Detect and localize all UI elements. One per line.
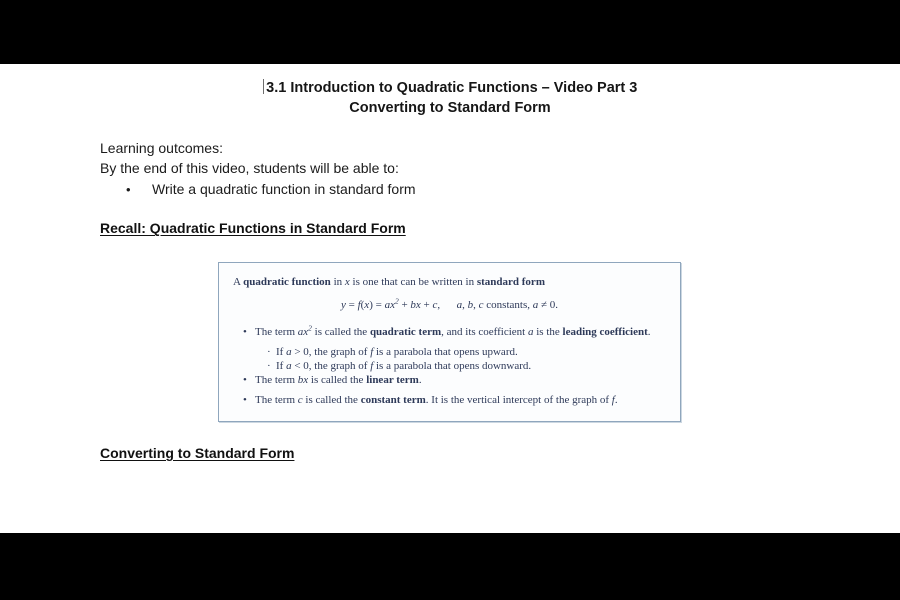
definition-bullet [233,325,666,341]
document-title [0,78,900,118]
outcomes-intro: By the end of this video, students will be able to: [100,160,399,176]
bullet-icon: • [243,325,247,338]
bullet-icon: • [126,182,131,197]
bullet-icon: • [243,394,247,407]
title-line-1-text: 3.1 Introduction to Quadratic Functions – Video Part 3 [266,80,638,96]
definition-sub-bullet-text: If a > 0, the graph of f is a parabola that opens upward. [276,345,518,358]
converting-heading: Converting to Standard Form [100,445,295,461]
definition-box [218,262,681,422]
definition-intro: A quadratic function in x is one that can be written in standard form [233,276,545,288]
definition-sub-bullet [267,359,666,373]
letterbox-top [0,0,900,65]
definition-bullet-text: The term $ax^2$ is called the quadratic term, and its coefficient a is the leading coefficient. [255,323,651,338]
sub-bullet-icon: · [267,345,271,358]
definition-bullet-text: The term c is called the constant term. It is the vertical intercept of the graph of f. [255,394,618,407]
definition-bullet [233,393,666,409]
definition-sub-bullet [267,345,666,359]
outcome-list-item [126,181,416,197]
definition-bullet-text: The term bx is called the linear term. [255,374,422,387]
definition-bullet [233,373,666,389]
title-line-1 [0,78,900,98]
title-line-2: Converting to Standard Form [349,100,551,116]
recall-heading: Recall: Quadratic Functions in Standard Form [100,220,406,236]
standard-form-formula: $y = f(x) = ax^2$ + bx + c, a, b, c constants, a ≠ 0. [340,296,559,311]
outcome-text: Write a quadratic function in standard form [152,181,416,197]
text-caret-cursor [263,79,265,94]
letterbox-bottom [0,533,900,600]
learning-outcomes-label: Learning outcomes: [100,140,223,156]
definition-bullet-list [233,325,666,409]
sub-bullet-icon: · [267,360,271,373]
definition-sub-bullet-text: If a < 0, the graph of f is a parabola that opens downward. [276,360,532,373]
bullet-icon: • [243,374,247,387]
